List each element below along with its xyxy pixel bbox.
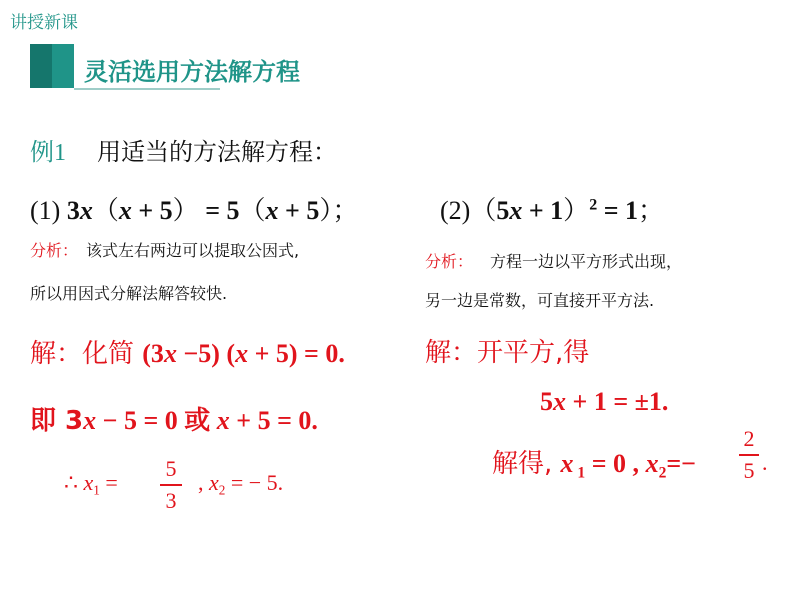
problem-2-end: ； [638, 196, 665, 225]
section-tag: 讲授新课 [10, 13, 78, 33]
solution-2-equation [540, 387, 668, 417]
solution-2-var: x [553, 387, 566, 416]
solution-1-expr: (3 [142, 339, 164, 368]
result-var-1: x [560, 449, 574, 478]
problem-1-prefix: (1) [30, 196, 67, 225]
solution-1-split-end: + 5 = 0. [229, 406, 318, 435]
therefore-symbol: ∴ [64, 470, 84, 495]
result-denominator: 5 [743, 457, 755, 483]
solution-1-var: x [235, 339, 249, 368]
x2-var: x [209, 470, 219, 495]
problem-2-open-paren: （ [470, 196, 497, 225]
problem-2-plus: + 1 [522, 196, 564, 225]
solution-2-result [492, 443, 696, 482]
problem-1-plus: + 5 [131, 196, 173, 225]
solution-2-lead: 解：开平方,得 [425, 338, 590, 368]
solution-2-rest: + 1 = ±1. [566, 387, 669, 416]
analysis-1-label: 分析： [30, 241, 79, 260]
solution-1-var: x [163, 339, 177, 368]
analysis-2-line-1: 方程一边以平方形式出现， [490, 252, 683, 271]
problem-1-var: x [265, 196, 279, 225]
problem-1-plus: + 5 [278, 196, 320, 225]
x2-separator: , [198, 470, 209, 495]
solution-1-split-var: x [83, 406, 97, 435]
solution-1-split [30, 400, 318, 437]
example-prompt: 用适当的方法解方程： [97, 138, 337, 166]
x1-var: x [83, 470, 94, 495]
solution-2-result-lead: 解得, [492, 449, 561, 479]
x1-subscript: 1 [93, 482, 100, 498]
result-period: . [762, 450, 768, 475]
result-equals: =− [666, 449, 696, 478]
result-sub-2: 2 [658, 464, 667, 482]
result-var-2: x [645, 449, 659, 478]
problem-1-close-paren: ） [319, 196, 333, 225]
problem-2-rhs: = 1 [597, 196, 639, 225]
result-fraction [739, 428, 759, 482]
analysis-1-line-1: 该式左右两边可以提取公因式, [86, 241, 300, 260]
x2-subscript: 2 [218, 482, 226, 498]
problem-1-var: x [79, 196, 93, 225]
problem-1-equation [30, 190, 358, 227]
solution-1-split-var: x [216, 406, 230, 435]
x1-denominator: 3 [165, 487, 177, 513]
solution-1-expr: + 5) = 0. [248, 339, 345, 368]
analysis-2-label: 分析： [425, 252, 474, 271]
solution-1-split-lead: 即 3 [30, 406, 84, 436]
result-sub-1: 1 [573, 464, 586, 482]
title-underline [74, 88, 220, 90]
solution-2-coef: 5 [540, 387, 553, 416]
problem-1-open-paren: （ [92, 196, 119, 225]
analysis-2-line-2: 另一边是常数，可直接开平方法. [425, 291, 655, 310]
result-numerator: 2 [743, 426, 755, 451]
solution-1-x2 [198, 470, 283, 499]
x1-fraction [160, 458, 182, 512]
solution-1-therefore [64, 470, 118, 499]
analysis-1-line-2: 所以用因式分解法解答较快. [30, 284, 228, 303]
problem-2-equation [440, 190, 664, 227]
solution-1-split-mid: − 5 = 0 或 [96, 406, 217, 435]
problem-2-prefix: (2) [440, 196, 471, 225]
problem-1-equals: = 5 [198, 196, 240, 225]
example-label: 例1 [30, 140, 66, 166]
problem-1-close-paren: ） [172, 196, 199, 225]
problem-2-var: x [509, 196, 523, 225]
problem-1-end: ； [332, 196, 359, 225]
problem-1-var: x [118, 196, 132, 225]
solution-1-simplify [30, 333, 345, 370]
title-decor-accent [30, 44, 52, 88]
problem-2-close-paren: ） [563, 196, 590, 225]
x1-fraction-bar [160, 484, 182, 486]
x2-value: = − 5. [225, 470, 284, 495]
problem-1-coef: 3 [66, 196, 80, 225]
solution-1-expr: −5) ( [176, 339, 236, 368]
x1-numerator: 5 [165, 456, 177, 481]
result-fraction-bar [739, 454, 759, 456]
result-mid: = 0 , [585, 449, 646, 478]
problem-1-open-paren: （ [239, 196, 266, 225]
solution-1-lead: 解：化简 [30, 339, 143, 369]
page-title: 灵活选用方法解方程 [84, 58, 300, 86]
problem-2-coef: 5 [496, 196, 510, 225]
x1-equals: = [99, 470, 118, 495]
problem-2-power: 2 [589, 196, 598, 214]
